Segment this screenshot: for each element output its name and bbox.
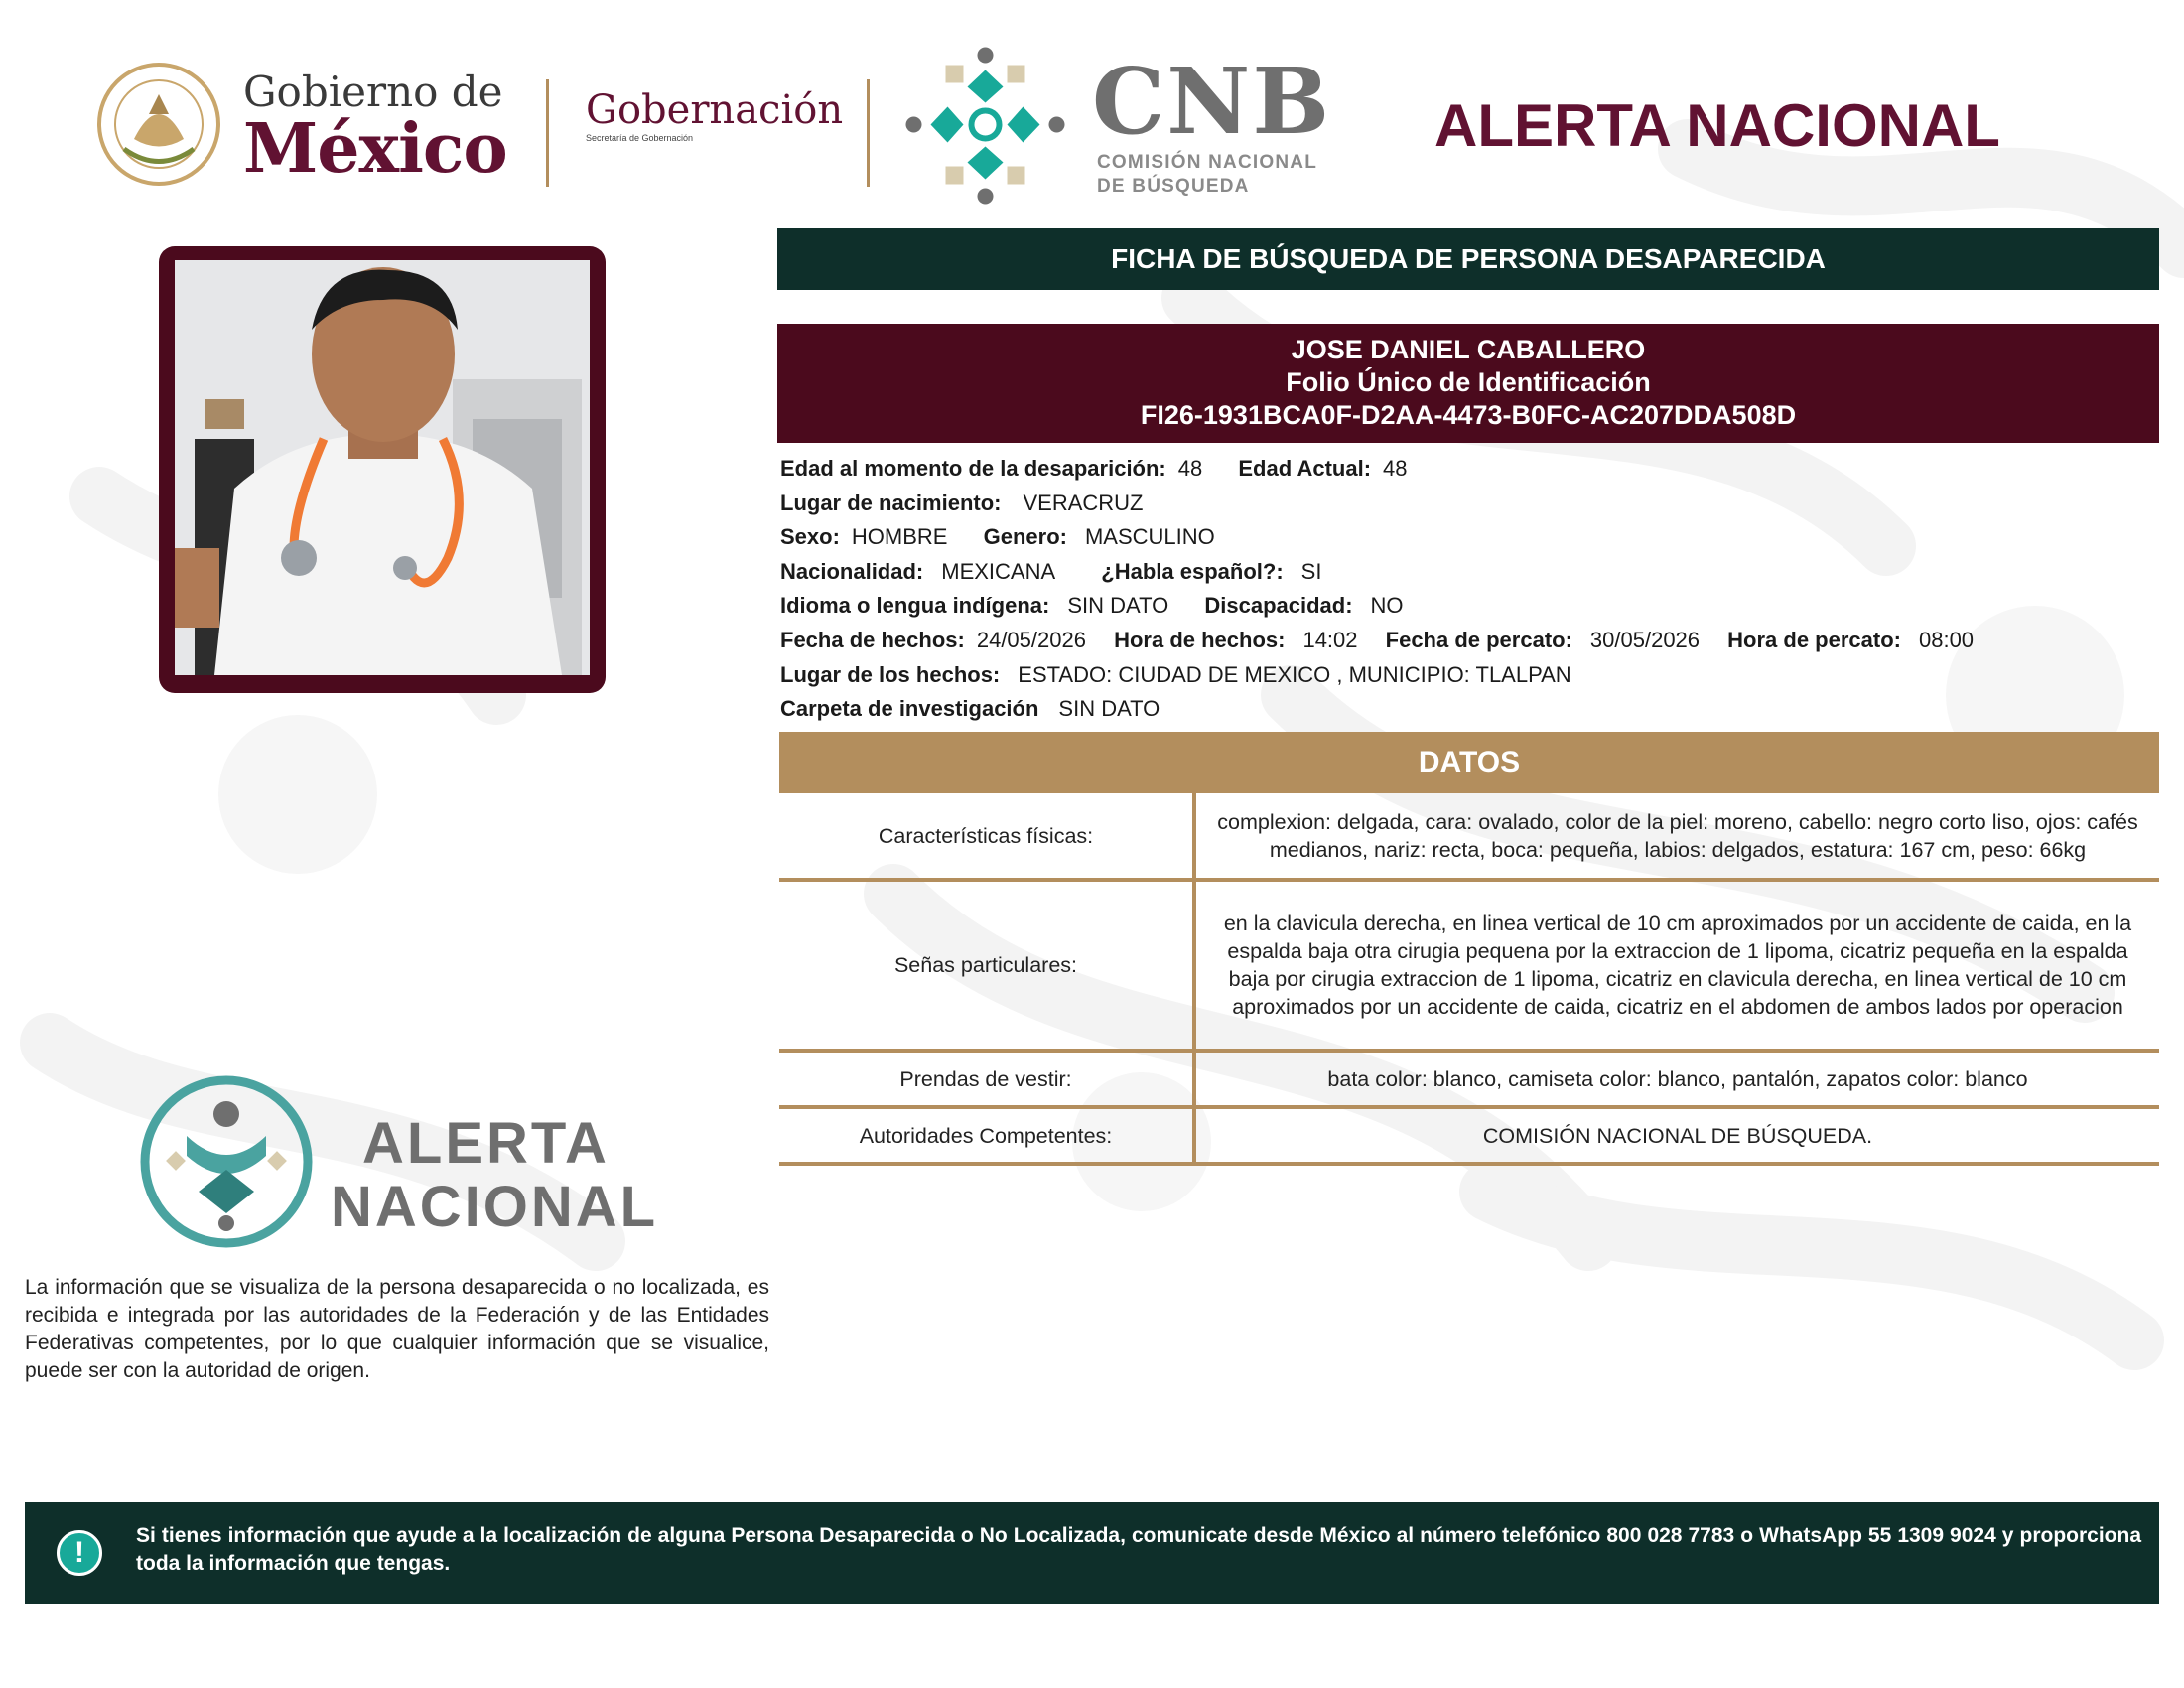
gobierno-de-mexico-logo — [94, 60, 531, 199]
row-value: complexion: delgada, cara: ovalado, color de la piel: moreno, cabello: negro corto liso, ojos: cafés medianos, nariz: recta, boca: pequeña, labios: delgados, estatura: 167 cm, peso: 66kg — [1194, 793, 2159, 880]
field-label: Sexo: — [780, 524, 840, 550]
row-label: Características físicas: — [779, 793, 1194, 880]
exclamation-icon: ! — [57, 1530, 102, 1576]
field-row — [780, 555, 2160, 590]
row-value: COMISIÓN NACIONAL DE BÚSQUEDA. — [1194, 1107, 2159, 1164]
row-value: en la clavicula derecha, en linea vertical de 10 cm aproximados por un accidente de caida, en la espalda baja otra cirugia pequena por la extraccion de 1 lipoma, cicatriz pequeña en la espalda baja por cirugia extraccion de 1 lipoma, cicatriz en clavicula derecha, en linea vertical de 10 cm aproximados por un accidente de caida, cicatriz en el abdomen de ambos lados por operacion — [1194, 880, 2159, 1051]
contact-info-bar — [25, 1502, 2159, 1604]
alerta-nacional-title: ALERTA NACIONAL — [1434, 92, 2000, 159]
divider — [546, 79, 549, 187]
divider — [867, 79, 870, 187]
table-row — [779, 880, 2159, 1051]
field-label: Lugar de nacimiento: — [780, 490, 1002, 515]
gobernacion-logo — [586, 87, 843, 143]
field-row — [780, 452, 2160, 487]
field-value: SI — [1300, 558, 1322, 584]
field-value: 48 — [1383, 456, 1408, 481]
field-label: Genero: — [983, 524, 1067, 550]
cnb-logo-text: CNB — [1092, 48, 1332, 155]
field-value: MASCULINO — [1084, 524, 1215, 550]
mexico-label: México — [243, 109, 507, 189]
row-value: bata color: blanco, camiseta color: blanco, pantalón, zapatos color: blanco — [1194, 1051, 2159, 1107]
cnb-subtitle — [1097, 151, 1317, 199]
table-row — [779, 1051, 2159, 1107]
field-row — [780, 692, 2160, 727]
field-label: Edad Actual: — [1238, 456, 1372, 481]
field-label: Edad al momento de la desaparición: — [780, 456, 1166, 481]
field-value: ESTADO: CIUDAD DE MEXICO , MUNICIPIO: TLALPAN — [1018, 661, 1571, 687]
alerta-nacional-emblem-icon — [139, 1074, 314, 1249]
field-label: Discapacidad: — [1204, 593, 1353, 619]
alerta-logo-line2: NACIONAL — [331, 1175, 659, 1239]
field-label: Fecha de percato: — [1385, 627, 1572, 652]
person-photo — [175, 260, 590, 675]
field-label: ¿Habla español?: — [1101, 558, 1284, 584]
field-value: 30/05/2026 — [1589, 627, 1701, 652]
folio-value: FI26-1931BCA0F-D2AA-4473-B0FC-AC207DDA508D — [1140, 400, 1797, 430]
field-label: Carpeta de investigación — [780, 696, 1039, 722]
field-value: 48 — [1177, 456, 1203, 481]
field-label: Lugar de los hechos: — [780, 661, 1001, 687]
field-value: SIN DATO — [1058, 696, 1160, 722]
ficha-title-bar: FICHA DE BÚSQUEDA DE PERSONA DESAPARECIDA — [777, 228, 2159, 290]
field-row — [780, 589, 2160, 624]
field-row — [780, 520, 2160, 555]
disclaimer-text: La información que se visualiza de la persona desaparecida o no localizada, es recibida e integrada por las autoridades de la Federación y de las Entidades Federativas competentes, por lo que cualquier información que se visualice, puede ser con la autoridad de origen. — [25, 1276, 769, 1382]
field-row — [780, 624, 2160, 658]
field-row — [780, 487, 2160, 521]
gobierno-label: Gobierno de — [243, 68, 503, 116]
field-value: 14:02 — [1302, 627, 1358, 652]
gobernacion-label: Gobernación — [586, 87, 844, 133]
alerta-logo-line1: ALERTA — [362, 1111, 610, 1176]
field-value: NO — [1370, 593, 1404, 619]
table-row — [779, 793, 2159, 880]
row-label: Señas particulares: — [779, 880, 1194, 1051]
field-label: Idioma o lengua indígena: — [780, 593, 1050, 619]
field-label: Hora de hechos: — [1114, 627, 1286, 652]
datos-table — [779, 793, 2159, 1166]
field-row — [780, 658, 2160, 693]
field-label: Nacionalidad: — [780, 558, 924, 584]
alerta-nacional-logo-text — [331, 1112, 658, 1239]
person-header — [777, 324, 2159, 443]
national-shield-icon — [94, 60, 223, 189]
field-label: Hora de percato: — [1727, 627, 1901, 652]
field-value: SIN DATO — [1067, 593, 1169, 619]
cnb-subtitle-line2: DE BÚSQUEDA — [1097, 176, 1250, 197]
cnb-subtitle-line1: COMISIÓN NACIONAL — [1097, 152, 1318, 173]
table-row — [779, 1107, 2159, 1164]
cnb-emblem-icon — [898, 38, 1072, 211]
folio-label: Folio Único de Identificación — [1286, 367, 1651, 397]
person-fields — [780, 452, 2160, 727]
field-value: MEXICANA — [941, 558, 1056, 584]
row-label: Autoridades Competentes: — [779, 1107, 1194, 1164]
datos-title-bar: DATOS — [779, 732, 2159, 793]
field-value: 08:00 — [1918, 627, 1975, 652]
field-value: VERACRUZ — [1023, 490, 1144, 515]
person-photo-frame — [159, 246, 606, 693]
field-value: HOMBRE — [851, 524, 948, 550]
contact-info-text: Si tienes información que ayude a la localización de alguna Persona Desaparecida o No Localizada, comunicate desde México al número telefónico 800 028 7783 o WhatsApp 55 1309 9024 y proporciona toda la información que tengas. — [136, 1524, 2141, 1575]
field-label: Fecha de hechos: — [780, 627, 965, 652]
person-name: JOSE DANIEL CABALLERO — [1291, 335, 1646, 364]
field-value: 24/05/2026 — [976, 627, 1086, 652]
gobernacion-subtitle: Secretaría de Gobernación — [586, 133, 694, 143]
row-label: Prendas de vestir: — [779, 1051, 1194, 1107]
